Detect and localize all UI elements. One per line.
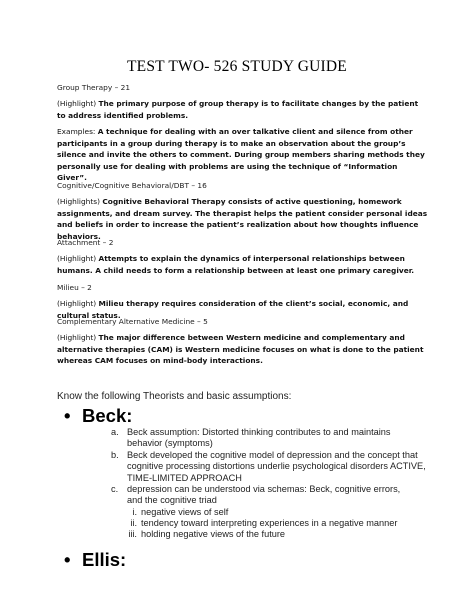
theorist-ellis-heading (64, 549, 126, 571)
list-item-beck-a (111, 427, 427, 450)
list-marker: a. (111, 427, 119, 437)
theorist-name: Beck: (82, 405, 133, 426)
list-item-text: negative views of self (141, 507, 229, 517)
paragraph-text: Attempts to explain the dynamics of interpersonal relationships between humans. A child needs to form a relationship between at least one primary caregiver. (57, 254, 415, 275)
page-title: TEST TWO- 526 STUDY GUIDE (127, 58, 347, 75)
paragraph-text: Milieu therapy requires consideration of the client’s social, economic, and cultural status. (57, 299, 409, 320)
paragraph-group-therapy-examples (57, 126, 429, 184)
paragraph-group-therapy-highlight (57, 98, 429, 121)
paragraph-prefix: Examples: (57, 127, 98, 136)
paragraph-text: A technique for dealing with an over talkative client and silence from other participants in a group during therapy is to make an observation about the group’s silence and invite the others to comment. During group members sharing methods they personally use for dealing with problems are using the technique of “Information Giver”. (57, 127, 425, 182)
bullet-icon: • (64, 405, 71, 426)
list-marker: b. (111, 450, 119, 460)
paragraph-prefix: (Highlight) (57, 99, 99, 108)
section-heading-group-therapy: Group Therapy – 21 (57, 83, 131, 92)
list-subitem-beck-ii (130, 518, 441, 529)
list-item-text: holding negative views of the future (141, 529, 286, 539)
paragraph-text: The primary purpose of group therapy is to facilitate changes by the patient to address identified problems. (57, 99, 419, 120)
theorist-beck-heading (64, 405, 132, 427)
section-heading-cognitive: Cognitive/Cognitive Behavioral/DBT – 16 (57, 181, 207, 190)
section-heading-cam: Complementary Alternative Medicine – 5 (57, 317, 208, 326)
list-subitem-beck-i (132, 507, 431, 518)
paragraph-prefix: (Highlight) (57, 254, 99, 263)
list-item-beck-c (111, 484, 417, 507)
list-item-text: depression can be understood via schemas: Beck, cognitive errors, and the cognitive triad (127, 484, 401, 506)
list-subitem-beck-iii (128, 529, 431, 540)
list-marker: ii. (130, 518, 137, 528)
list-marker: c. (111, 484, 119, 494)
paragraph-text: Cognitive Behavioral Therapy consists of active questioning, homework assignments, and dream survey. The therapist helps the patient consider personal ideas and beliefs in order to increase the patient’s realization about how thoughts influence behaviors. (57, 197, 428, 241)
theorist-name: Ellis: (82, 549, 127, 570)
list-item-text: Beck assumption: Distorted thinking contributes to and maintains behavior (symptoms) (127, 427, 391, 449)
paragraph-prefix: (Highlight) (57, 333, 99, 342)
bullet-icon: • (64, 549, 71, 570)
list-item-text: Beck developed the cognitive model of depression and the concept that cognitive processing distortions underlie psychological disorders ACTIVE, TIME-LIMITED APPROACH (127, 450, 426, 483)
paragraph-text: The major difference between Western medicine and complementary and alternative therapies (CAM) is Western medicine focuses on what is done to the patient whereas CAM focuses on mind-body interactions. (57, 333, 424, 365)
list-item-text: tendency toward interpreting experiences in a negative manner (141, 518, 398, 528)
paragraph-prefix: (Highlight) (57, 299, 99, 308)
list-marker: iii. (128, 529, 137, 539)
paragraph-attachment-highlight (57, 253, 429, 276)
list-item-beck-b (111, 450, 427, 484)
section-heading-attachment: Attachment – 2 (57, 238, 114, 247)
section-heading-milieu: Milieu – 2 (57, 283, 92, 292)
list-marker: i. (132, 507, 137, 517)
paragraph-cam-highlight (57, 332, 429, 367)
theorists-intro: Know the following Theorists and basic assumptions: (57, 391, 292, 402)
paragraph-prefix: (Highlights) (57, 197, 103, 206)
paragraph-cognitive-highlight (57, 196, 429, 242)
